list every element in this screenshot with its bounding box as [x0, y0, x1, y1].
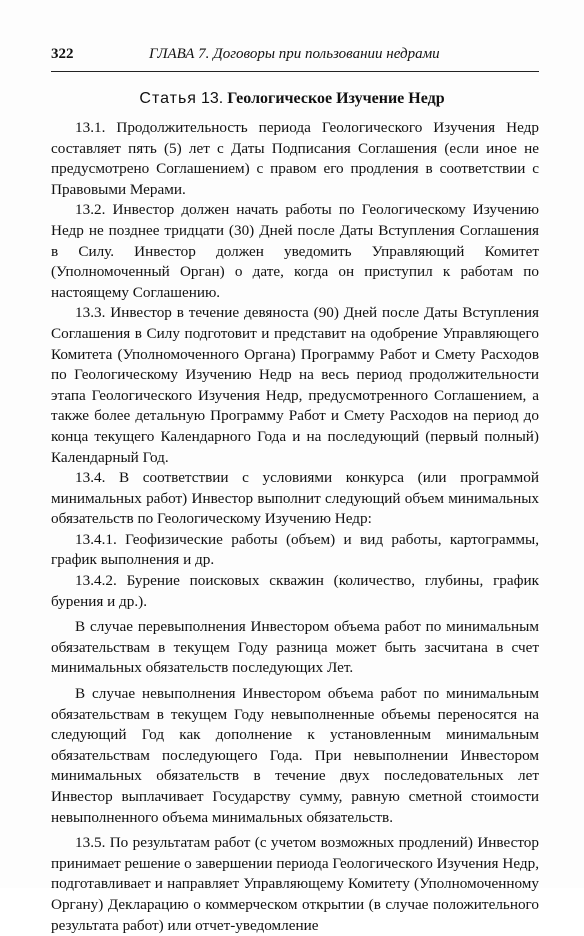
paragraph-overfulfillment: В случае перевыполнения Инвестором объема работ по минимальным обязательствам в текущем Году разница может быть засчитана в счет минимальных обязательств последующих Лет.: [51, 618, 539, 677]
paragraph-underfulfillment: В случае невыполнения Инвестором объема работ по минимальным обязательствам в текущем Году невыполненные объемы переносятся на следующий Год как дополнение к установленным минимальным обязательствам последующего Года. При невыполнении Инвестором минимальных обязательств в течение двух последовательных лет Инвестор выплачивает Государству сумму, равную сметной стоимости невыполненного объема минимальных обязательств.: [51, 685, 539, 826]
article-heading: [0, 90, 584, 108]
article-title: Геологическое Изучение Недр: [227, 90, 445, 107]
paragraph-13-2: 13.2. Инвестор должен начать работы по Геологическому Изучению Недр не позднее тридцати (30) Дней после Даты Вступления Соглашения в Силу. Инвестор должен уведомить Управляющий Комитет (Уполномоченный Орган) о дате, когда он приступил к работам по настоящему Соглашению.: [51, 201, 539, 301]
page-number: 322: [51, 46, 74, 62]
chapter-title: ГЛАВА 7. Договоры при пользовании недрами: [149, 46, 440, 62]
paragraph-13-3: 13.3. Инвестор в течение девяноста (90) Дней после Даты Вступления Соглашения в Силу подготовит и представит на одобрение Управляющего Комитета (Уполномоченного Органа) Программу Работ и Смету Расходов по Геологическому Изучению Недр на весь период продолжительности этапа Геологического Изучения Недр, предусмотренного Соглашением, а также более детальную Программу Работ и Смету Расходов на период до конца текущего Календарного Года и на последующий (первый полный) Календарный Год.: [51, 304, 539, 466]
paragraph-13-4-1: 13.4.1. Геофизические работы (объем) и вид работы, картограммы, график выполнения и др.: [51, 530, 539, 569]
paragraph-13-4: 13.4. В соответствии с условиями конкурса (или программой минимальных работ) Инвестор выполнит следующий объем минимальных обязательств по Геологическому Изучению Недр:: [51, 469, 539, 528]
article-number: 13.: [200, 90, 224, 107]
paragraph-13-5: 13.5. По результатам работ (с учетом возможных продлений) Инвестор принимает решение о завершении периода Геологического Изучения Недр, подготавливает и направляет Управляющему Комитету (Уполномоченному Органу) Декларацию о коммерческом открытии (в случае положительного результата работ) или отчет-уведомление: [51, 834, 539, 934]
article-label: Статья: [139, 90, 197, 107]
running-head: [51, 46, 539, 68]
article-body: [51, 118, 539, 936]
paragraph-13-4-2: 13.4.2. Бурение поисковых скважин (количество, глубины, график бурения и др.).: [51, 572, 539, 610]
paragraph-13-1: 13.1. Продолжительность периода Геологического Изучения Недр составляет пять (5) лет с Даты Подписания Соглашения (если иное не предусмотрено Соглашением) с правом его продления в соответствии с Правовыми Мерами.: [51, 119, 539, 198]
header-rule: [51, 71, 539, 72]
